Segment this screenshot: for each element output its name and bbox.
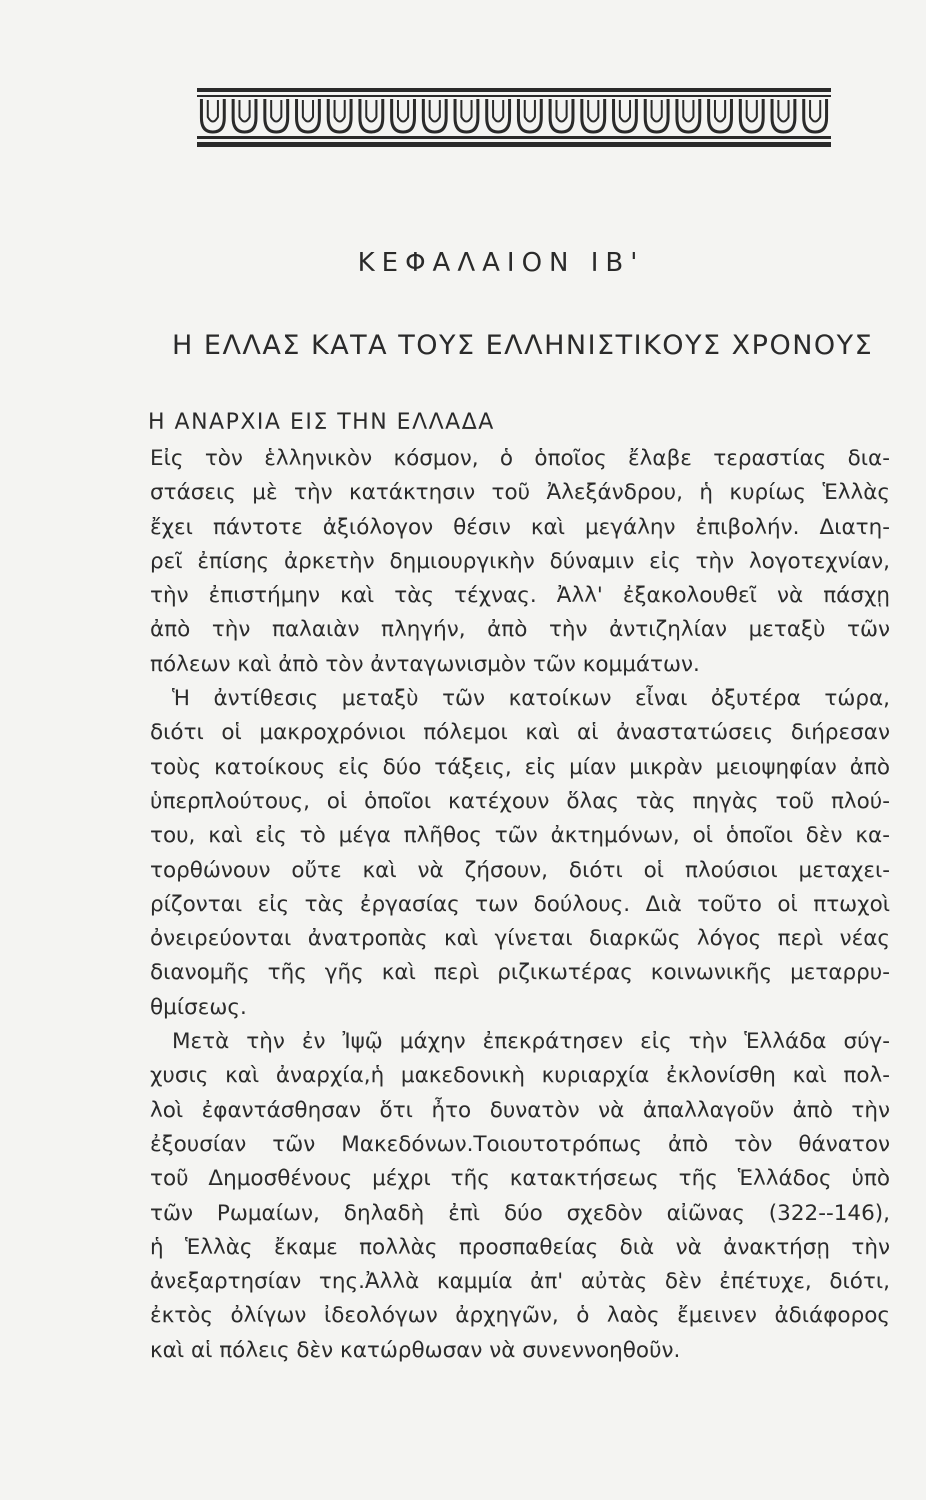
text-line: τὴν ἐπιστήμην καὶ τὰς τέχνας. Ἀλλ' ἐξακολουθεῖ νὰ πάσχῃ	[150, 583, 890, 609]
text-line: ὑπερπλούτους, οἱ ὁποῖοι κατέχουν ὅλας τὰς πηγὰς τοῦ πλού-	[150, 788, 890, 814]
egg-inner-ornament	[588, 100, 598, 122]
egg-inner-ornament	[715, 100, 725, 122]
text-line: ὀνειρεύονται ἀνατροπὰς καὶ γίνεται διαρκῶς λόγος περὶ νέας	[150, 926, 890, 952]
chapter-title: Η ΕΛΛΑΣ ΚΑΤΑ ΤΟΥΣ ΕΛΛΗΝΙΣΤΙΚΟΥΣ ΧΡΟΝΟΥΣ	[172, 330, 874, 361]
egg-ornament	[518, 99, 541, 132]
text-line: τῶν Ρωμαίων, δηλαδὴ ἐπὶ δύο σχεδὸν αἰῶνας (322--146),	[150, 1200, 890, 1226]
egg-inner-ornament	[303, 100, 313, 122]
text-line: ἀπὸ τὴν παλαιὰν πληγήν, ἀπὸ τὴν ἀντιζηλίαν μεταξὺ τῶν	[150, 617, 890, 643]
egg-inner-ornament	[556, 100, 566, 122]
egg-inner-ornament	[683, 100, 693, 122]
egg-inner-ornament	[778, 100, 788, 122]
egg-inner-ornament	[652, 100, 662, 122]
egg-ornament	[328, 99, 351, 132]
text-line: ἔχει πάντοτε ἀξιόλογον θέσιν καὶ μεγάλην ἐπιβολήν. Διατη-	[150, 514, 890, 540]
paragraph-3	[150, 1025, 890, 1368]
egg-ornament	[423, 99, 446, 132]
text-line: διότι οἱ μακροχρόνιοι πόλεμοι καὶ αἱ ἀναστατώσεις διήρεσαν	[150, 720, 890, 746]
egg-ornament	[201, 99, 224, 132]
egg-ornament	[487, 99, 510, 132]
egg-inner-ornament	[493, 100, 503, 122]
egg-ornament	[709, 99, 732, 132]
egg-inner-ornament	[810, 100, 820, 122]
egg-inner-ornament	[430, 100, 440, 122]
text-line: λοὶ ἐφαντάσθησαν ὅτι ἦτο δυνατὸν νὰ ἀπαλλαγοῦν ἀπὸ τὴν	[150, 1097, 890, 1123]
text-line: του, καὶ εἰς τὸ μέγα πλῆθος τῶν ἀκτημόνων, οἱ ὁποῖοι δὲν κα-	[150, 823, 890, 849]
egg-ornament	[550, 99, 573, 132]
text-line: τοὺς κατοίκους εἰς δύο τάξεις, εἰς μίαν μικρὰν μειοψηφίαν ἀπὸ	[150, 754, 890, 780]
body-text	[150, 442, 890, 1368]
text-line: θμίσεως.	[150, 994, 247, 1020]
egg-inner-ornament	[747, 100, 757, 122]
egg-ornament	[645, 99, 668, 132]
egg-inner-ornament	[620, 100, 630, 122]
text-line: πόλεων καὶ ἀπὸ τὸν ἀνταγωνισμὸν τῶν κομμάτων.	[150, 651, 700, 677]
egg-inner-ornament	[271, 100, 281, 122]
text-line: ἀνεξαρτησίαν της.Ἀλλὰ καμμία ἀπ' αὐτὰς δὲν ἐπέτυχε, διότι,	[150, 1269, 890, 1295]
text-line: ἐξουσίαν τῶν Μακεδόνων.Τοιουτοτρόπως ἀπὸ τὸν θάνατον	[150, 1131, 890, 1157]
text-line: τορθώνουν οὔτε καὶ νὰ ζήσουν, διότι οἱ πλούσιοι μεταχει-	[150, 857, 890, 883]
egg-ornament	[265, 99, 288, 132]
egg-inner-ornament	[366, 100, 376, 122]
text-line: στάσεις μὲ τὴν κατάκτησιν τοῦ Ἀλεξάνδρου, ἡ κυρίως Ἑλλὰς	[150, 480, 890, 506]
egg-ornament	[582, 99, 605, 132]
text-line: ἡ Ἑλλὰς ἔκαμε πολλὰς προσπαθείας διὰ νὰ ἀνακτήσῃ τὴν	[150, 1234, 890, 1260]
paragraph-1	[150, 442, 890, 682]
text-line: ρεῖ ἐπίσης ἀρκετὴν δημιουργικὴν δύναμιν εἰς τὴν λογοτεχνίαν,	[150, 548, 890, 574]
egg-inner-ornament	[208, 100, 218, 122]
text-line: χυσις καὶ ἀναρχία,ἡ μακεδονικὴ κυριαρχία ἐκλονίσθη καὶ πολ-	[150, 1063, 890, 1089]
egg-ornament	[740, 99, 763, 132]
egg-ornament	[677, 99, 700, 132]
egg-inner-ornament	[398, 100, 408, 122]
egg-inner-ornament	[239, 100, 249, 122]
text-line: Εἰς τὸν ἑλληνικὸν κόσμον, ὁ ὁποῖος ἔλαβε τεραστίας δια-	[150, 446, 890, 471]
text-line: διανομῆς τῆς γῆς καὶ περὶ ριζικωτέρας κοινωνικῆς μεταρρυ-	[150, 960, 890, 986]
egg-ornament	[360, 99, 383, 132]
text-line: καὶ αἱ πόλεις δὲν κατώρθωσαν νὰ συνεννοηθοῦν.	[150, 1337, 681, 1363]
egg-ornament	[392, 99, 415, 132]
greek-ornament-frieze	[196, 86, 832, 148]
text-line: τοῦ Δημοσθένους μέχρι τῆς κατακτήσεως τῆς Ἑλλάδος ὑπὸ	[150, 1166, 890, 1192]
text-line: Ἡ ἀντίθεσις μεταξὺ τῶν κατοίκων εἶναι ὀξυτέρα τώρα,	[172, 686, 890, 712]
egg-ornament	[455, 99, 478, 132]
egg-ornament	[804, 99, 827, 132]
egg-inner-ornament	[525, 100, 535, 122]
egg-inner-ornament	[461, 100, 471, 122]
egg-ornament	[233, 99, 256, 132]
egg-ornament	[772, 99, 795, 132]
section-heading: Η ΑΝΑΡΧΙΑ ΕΙΣ ΤΗΝ ΕΛΛΑΔΑ	[148, 410, 495, 435]
chapter-heading: ΚΕΦΑΛΑΙΟΝ ΙΒ'	[357, 248, 645, 278]
text-line: ρίζονται εἰς τὰς ἐργασίας των δούλους. Διὰ τοῦτο οἱ πτωχοὶ	[150, 891, 890, 917]
egg-ornament	[614, 99, 637, 132]
text-line: ἐκτὸς ὀλίγων ἰδεολόγων ἀρχηγῶν, ὁ λαὸς ἔμεινεν ἀδιάφορος	[150, 1303, 890, 1329]
egg-inner-ornament	[335, 100, 345, 122]
egg-ornament	[297, 99, 320, 132]
paragraph-2	[150, 682, 890, 1025]
text-line: Μετὰ τὴν ἐν Ἰψῷ μάχην ἐπεκράτησεν εἰς τὴν Ἑλλάδα σύγ-	[172, 1029, 890, 1055]
